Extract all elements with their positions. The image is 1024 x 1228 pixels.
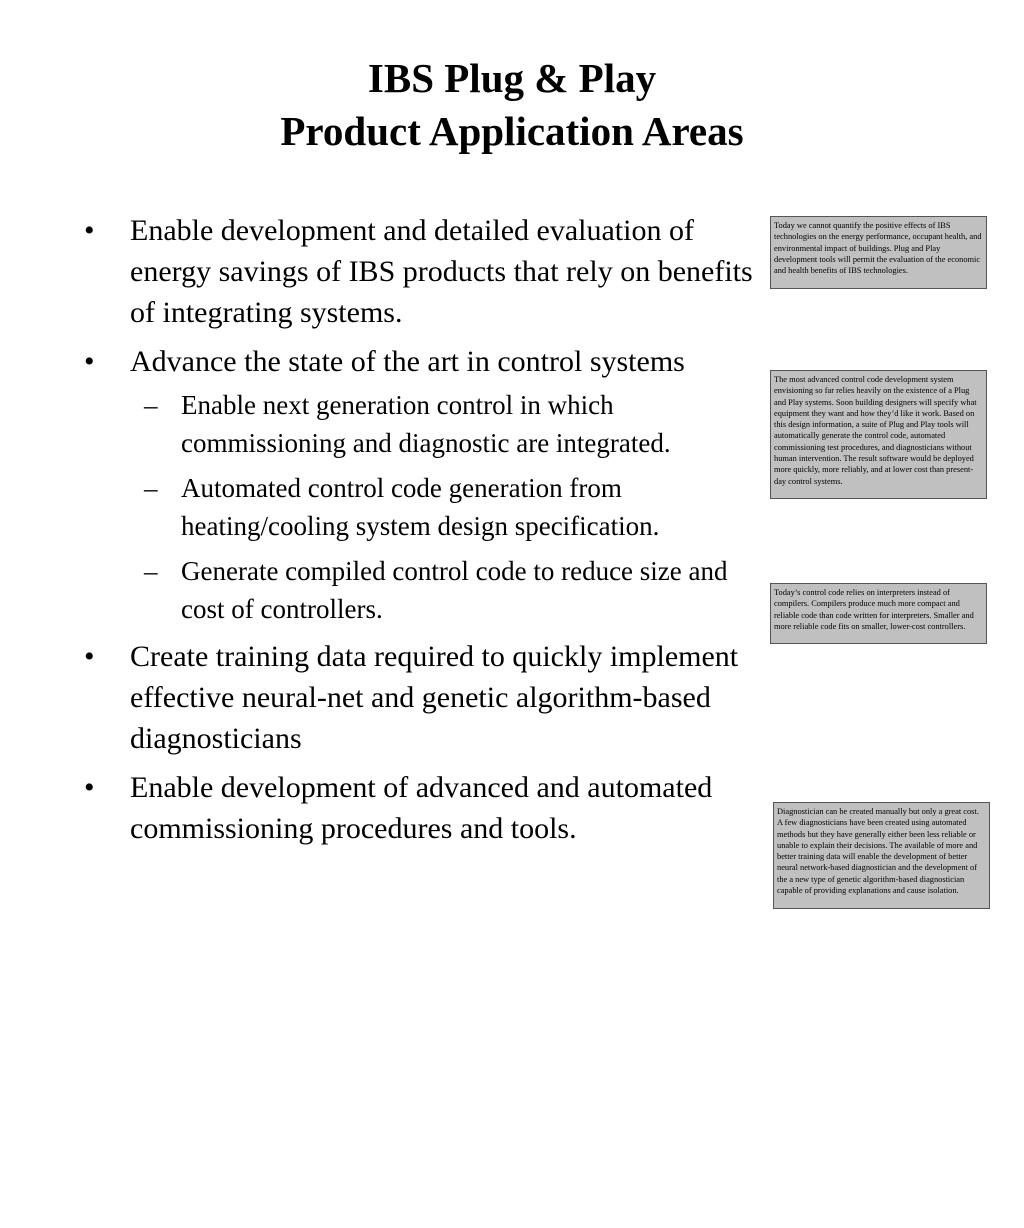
bullet-item <box>84 636 754 759</box>
side-note-control-code-development: The most advanced control code development system envisioning so far relies heavily on the existence of a Plug and Play systems. Soon building designers will specify what equipment they want and how they’d like it work. Based on this design information, a suite of Plug and Play tools will automatically generate the control code, automated commissioning test procedures, and diagnosticians without human intervention. The result software would be deployed more quickly, more reliably, and at lower cost than present-day control systems. <box>770 370 987 499</box>
sub-bullet-item <box>130 386 754 462</box>
bullet-marker: • <box>84 345 95 378</box>
bullet-item <box>84 341 754 628</box>
side-note-compilers: Today’s control code relies on interpreters instead of compilers. Compilers produce much more compact and reliable code than code written for interpreters. Smaller and more reliable code fits on smaller, lower-cost controllers. <box>770 583 987 644</box>
bullet-text: Advance the state of the art in control systems <box>130 345 685 378</box>
bullet-marker: • <box>84 214 95 247</box>
bullet-text: Enable development and detailed evaluation of energy savings of IBS products that rely on benefits of integrating systems. <box>130 214 753 329</box>
bullet-marker: • <box>84 640 95 673</box>
sub-bullet-marker: – <box>144 390 158 420</box>
bullet-list <box>84 210 754 857</box>
sub-bullet-item <box>130 552 754 628</box>
bullet-text: Enable development of advanced and automated commissioning procedures and tools. <box>130 771 713 845</box>
sub-bullet-list <box>130 386 754 628</box>
title-line-1: IBS Plug & Play <box>367 55 657 101</box>
side-note-energy-evaluation: Today we cannot quantify the positive effects of IBS technologies on the energy performance, occupant health, and environmental impact of buildings. Plug and Play development tools will permit the evaluation of the economic and health benefits of IBS technologies. <box>770 216 987 289</box>
bullet-item <box>84 210 754 333</box>
title-line-2: Product Application Areas <box>280 108 744 154</box>
bullet-text: Create training data required to quickly implement effective neural-net and genetic algorithm-based diagnosticians <box>130 640 739 755</box>
sub-bullet-marker: – <box>144 556 158 586</box>
bullet-marker: • <box>84 771 95 804</box>
slide-title <box>0 52 1024 158</box>
sub-bullet-marker: – <box>144 473 158 503</box>
sub-bullet-text: Automated control code generation from heating/cooling system design specification. <box>181 473 660 541</box>
bullet-item <box>84 767 754 849</box>
side-note-diagnosticians: Diagnostician can be created manually but only a great cost. A few diagnosticians have been created using automated methods but they have generally either been less reliable or unable to explain their decisions. The available of more and better training data will enable the development of better neural network-based diagnostician and the development of the a new type of genetic algorithm-based diagnostician capable of providing explanations and cause isolation. <box>773 802 990 909</box>
sub-bullet-item <box>130 469 754 545</box>
sub-bullet-text: Enable next generation control in which commissioning and diagnostic are integrated. <box>181 390 671 458</box>
sub-bullet-text: Generate compiled control code to reduce size and cost of controllers. <box>181 556 728 624</box>
